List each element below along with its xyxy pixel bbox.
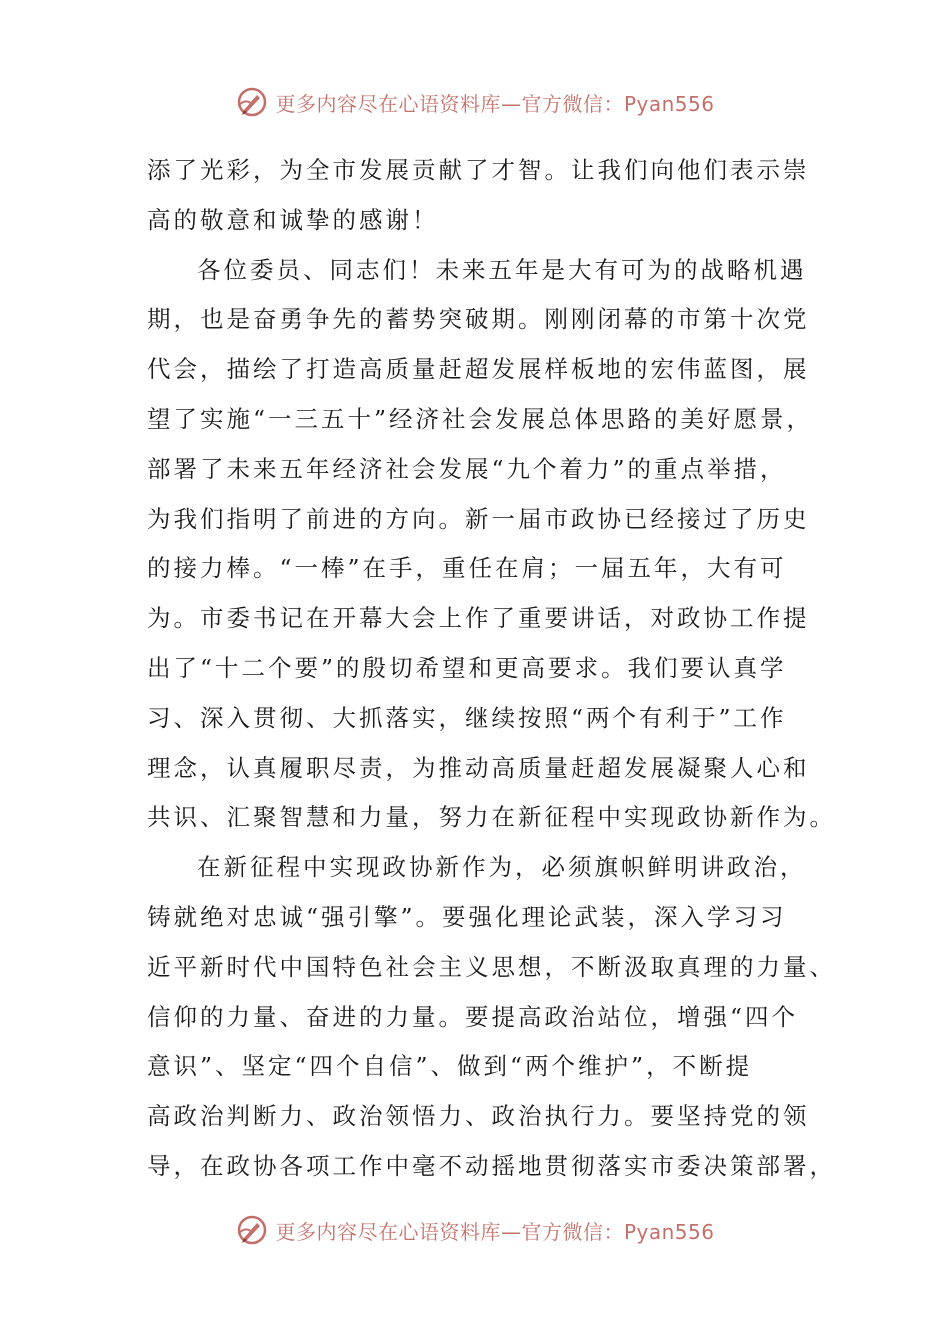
text-line: 习、深入贯彻、大抓落实，继续按照“两个有利于”工作 [147, 703, 787, 732]
header-watermark-banner [0, 82, 950, 122]
paragraph-start-line: 在新征程中实现政协新作为，必须旗帜鲜明讲政治， [197, 853, 807, 882]
text-line: 为。市委书记在开幕大会上作了重要讲话，对政协工作提 [147, 604, 810, 633]
text-line: 信仰的力量、奋进的力量。要提高政治站位，增强“四个 [147, 1002, 799, 1031]
header-watermark-text: 更多内容尽在心语资料库—官方微信：Pyan556 [275, 91, 715, 116]
text-line: 的接力棒。“一棒”在手，重任在肩；一届五年，大有可 [147, 554, 787, 583]
text-line: 期，也是奋勇争先的蓄势突破期。刚刚闭幕的市第十次党 [147, 305, 810, 334]
pen-logo-icon [235, 1213, 269, 1247]
paragraph-start-line: 各位委员、同志们！未来五年是大有可为的战略机遇 [197, 255, 807, 284]
document-body [147, 146, 836, 1192]
text-line: 望了实施“一三五十”经济社会发展总体思路的美好愿景， [147, 404, 814, 433]
text-line: 意识”、坚定“四个自信”、做到“两个维护”，不断提 [147, 1052, 753, 1081]
text-line: 导，在政协各项工作中毫不动摇地贯彻落实市委决策部署， [147, 1151, 836, 1180]
text-line: 部署了未来五年经济社会发展“九个着力”的重点举措， [147, 454, 787, 483]
text-line: 铸就绝对忠诚“强引擎”。要强化理论武装，深入学习习 [147, 902, 787, 931]
text-line: 为我们指明了前进的方向。新一届市政协已经接过了历史 [147, 504, 810, 533]
footer-watermark-text: 更多内容尽在心语资料库—官方微信：Pyan556 [275, 1219, 715, 1244]
text-line: 理念，认真履职尽责，为推动高质量赶超发展凝聚人心和 [147, 753, 810, 782]
text-line: 共识、汇聚智慧和力量，努力在新征程中实现政协新作为。 [147, 803, 836, 832]
text-line: 高的敬意和诚挚的感谢！ [147, 205, 439, 234]
footer-watermark-banner [0, 1210, 950, 1250]
text-line: 近平新时代中国特色社会主义思想，不断汲取真理的力量、 [147, 952, 836, 981]
text-line: 高政治判断力、政治领悟力、政治执行力。要坚持党的领 [147, 1102, 810, 1131]
text-line: 出了“十二个要”的殷切希望和更高要求。我们要认真学 [147, 653, 787, 682]
text-line: 代会，描绘了打造高质量赶超发展样板地的宏伟蓝图，展 [147, 355, 810, 384]
text-line: 添了光彩，为全市发展贡献了才智。让我们向他们表示崇 [147, 156, 810, 184]
pen-logo-icon [235, 85, 269, 119]
